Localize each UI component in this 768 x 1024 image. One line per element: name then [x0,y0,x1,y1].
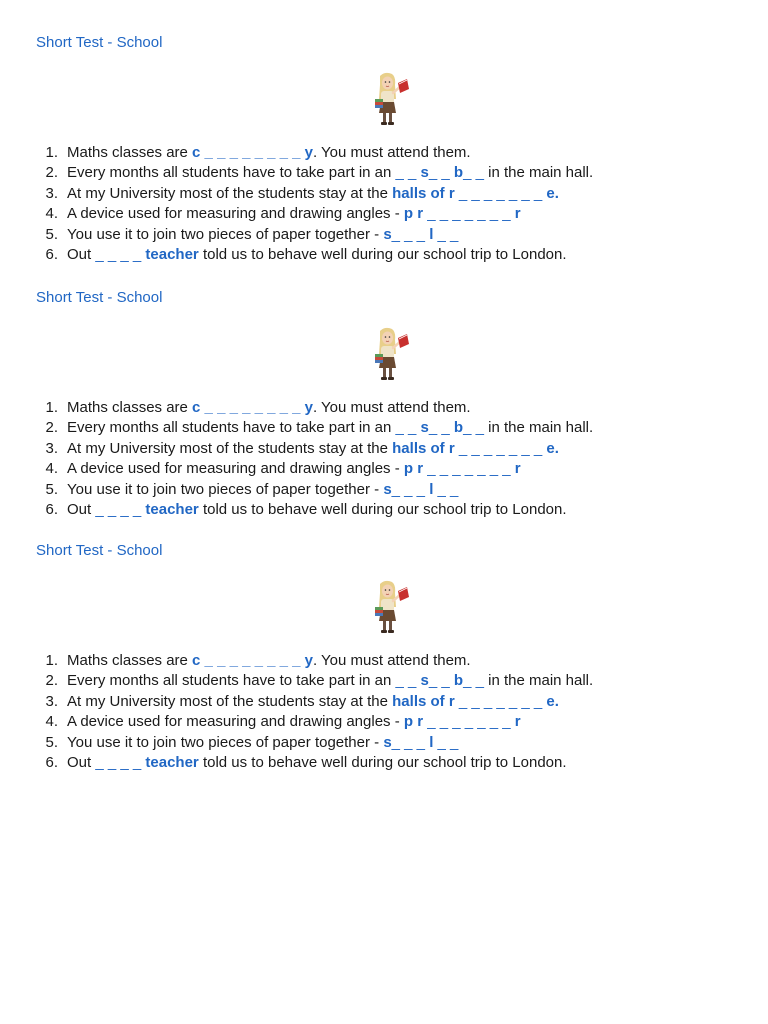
answer-gap: _ _ _ _ [95,245,146,263]
question-text-fragment: told us to behave well during our school trip to London. [198,753,567,771]
answer-gap: _ _ _ _ _ _ _ [427,205,515,223]
question-number: 6. [45,753,58,771]
question-number: 4. [45,460,58,478]
question-text [67,245,567,265]
answer-gap: _ _ [395,419,421,437]
question-text-fragment: . You must attend them. [312,144,471,161]
question-text [67,163,593,183]
question-text [67,204,521,224]
hint-letters: p r [403,713,428,731]
question-text-fragment: . You must attend them. [312,652,471,669]
answer-gap: _ _ [428,164,454,182]
answer-gap: _ _ [433,225,459,243]
question-text [67,500,567,520]
hint-letters: s [420,164,429,182]
question-number: 1. [45,144,58,161]
question-number: 5. [45,225,58,243]
hint-letters: halls of r [392,184,459,202]
question-text-fragment: Maths classes are [67,399,193,416]
answer-gap: _ _ _ _ _ _ _ [427,460,515,478]
hint-letters: l [429,480,434,498]
question-number: 3. [45,692,58,710]
question-text-fragment: A device used for measuring and drawing angles - [67,205,404,223]
question-text-fragment: Maths classes are [67,144,193,161]
question-number: 2. [45,164,58,182]
question-text-fragment: At my University most of the students stay at the [67,184,393,202]
section-title: Short Test - School [36,542,163,559]
hint-letters: c _ _ _ _ _ _ _ _ y [192,144,313,161]
answer-gap: _ _ _ _ [95,500,146,518]
question-text [67,184,559,204]
hint-letters: c _ _ _ _ _ _ _ _ y [192,399,313,416]
answer-gap: _ _ [428,419,454,437]
question-text [67,480,458,500]
question-number: 2. [45,419,58,437]
question-number: 3. [45,184,58,202]
question-number: 5. [45,733,58,751]
hint-letters: s [383,225,392,243]
question-text-fragment: Out [67,500,96,518]
hint-letters: e. [546,184,559,202]
answer-gap: _ _ _ _ _ _ _ [458,184,547,202]
question-text [67,692,559,712]
hint-letters: b [453,419,464,437]
question-text [67,439,559,459]
answer-gap: _ _ [433,480,459,498]
hint-letters: s [420,672,429,690]
hint-letters: teacher [145,500,199,518]
question-text-fragment: told us to behave well during our school trip to London. [198,245,567,263]
hint-letters: s [383,733,392,751]
answer-gap: _ _ _ [391,733,430,751]
answer-gap: _ _ [395,672,421,690]
question-number: 2. [45,672,58,690]
question-text [67,753,567,773]
teacher-figure-icon [365,579,413,637]
question-text-fragment: Every months all students have to take part in an [67,419,396,437]
hint-letters: r [514,205,521,223]
hint-letters: p r [403,205,428,223]
hint-letters: l [429,733,434,751]
question-text-fragment: in the main hall. [488,419,594,437]
hint-letters: e. [546,439,559,457]
answer-gap: _ _ _ _ [95,753,146,771]
answer-gap: _ _ _ _ _ _ _ [458,439,547,457]
question-text [67,143,471,163]
question-text [67,671,593,691]
answer-gap: _ _ _ _ _ _ _ [427,713,515,731]
hint-letters: s [383,480,392,498]
teacher-figure-icon [365,326,413,384]
hint-letters: r [514,713,521,731]
question-text-fragment: You use it to join two pieces of paper together - [67,225,384,243]
hint-letters: b [453,164,464,182]
hint-letters: s [420,419,429,437]
section-title: Short Test - School [36,34,163,51]
question-text-fragment: in the main hall. [488,672,594,690]
question-number: 5. [45,480,58,498]
answer-gap: _ _ _ _ _ _ _ [458,692,547,710]
question-text [67,418,593,438]
question-text-fragment: in the main hall. [488,164,594,182]
question-text-fragment: You use it to join two pieces of paper together - [67,733,384,751]
question-number: 4. [45,205,58,223]
question-text [67,651,471,671]
hint-letters: b [453,672,464,690]
question-text [67,225,458,245]
question-text-fragment: At my University most of the students stay at the [67,692,393,710]
answer-gap: _ _ [463,164,489,182]
question-text-fragment: A device used for measuring and drawing angles - [67,460,404,478]
question-text-fragment: . You must attend them. [312,399,471,416]
hint-letters: teacher [145,245,199,263]
hint-letters: p r [403,460,428,478]
answer-gap: _ _ [433,733,459,751]
question-number: 6. [45,245,58,263]
question-text-fragment: Maths classes are [67,652,193,669]
answer-gap: _ _ [463,419,489,437]
question-text-fragment: At my University most of the students stay at the [67,439,393,457]
question-text [67,459,521,479]
question-text-fragment: told us to behave well during our school trip to London. [198,500,567,518]
question-text [67,733,458,753]
question-text-fragment: Every months all students have to take part in an [67,672,396,690]
answer-gap: _ _ [395,164,421,182]
question-number: 4. [45,713,58,731]
question-text-fragment: Out [67,753,96,771]
section-title: Short Test - School [36,289,163,306]
question-text [67,712,521,732]
question-number: 6. [45,500,58,518]
question-text-fragment: Every months all students have to take part in an [67,164,396,182]
answer-gap: _ _ _ [391,225,430,243]
question-number: 3. [45,439,58,457]
question-text-fragment: A device used for measuring and drawing angles - [67,713,404,731]
answer-gap: _ _ [463,672,489,690]
question-text-fragment: Out [67,245,96,263]
hint-letters: halls of r [392,439,459,457]
answer-gap: _ _ _ [391,480,430,498]
hint-letters: c _ _ _ _ _ _ _ _ y [192,652,313,669]
hint-letters: r [514,460,521,478]
hint-letters: teacher [145,753,199,771]
hint-letters: l [429,225,434,243]
teacher-figure-icon [365,71,413,129]
question-text-fragment: You use it to join two pieces of paper together - [67,480,384,498]
answer-gap: _ _ [428,672,454,690]
hint-letters: halls of r [392,692,459,710]
question-number: 1. [45,652,58,669]
question-text [67,398,471,418]
question-number: 1. [45,399,58,416]
hint-letters: e. [546,692,559,710]
